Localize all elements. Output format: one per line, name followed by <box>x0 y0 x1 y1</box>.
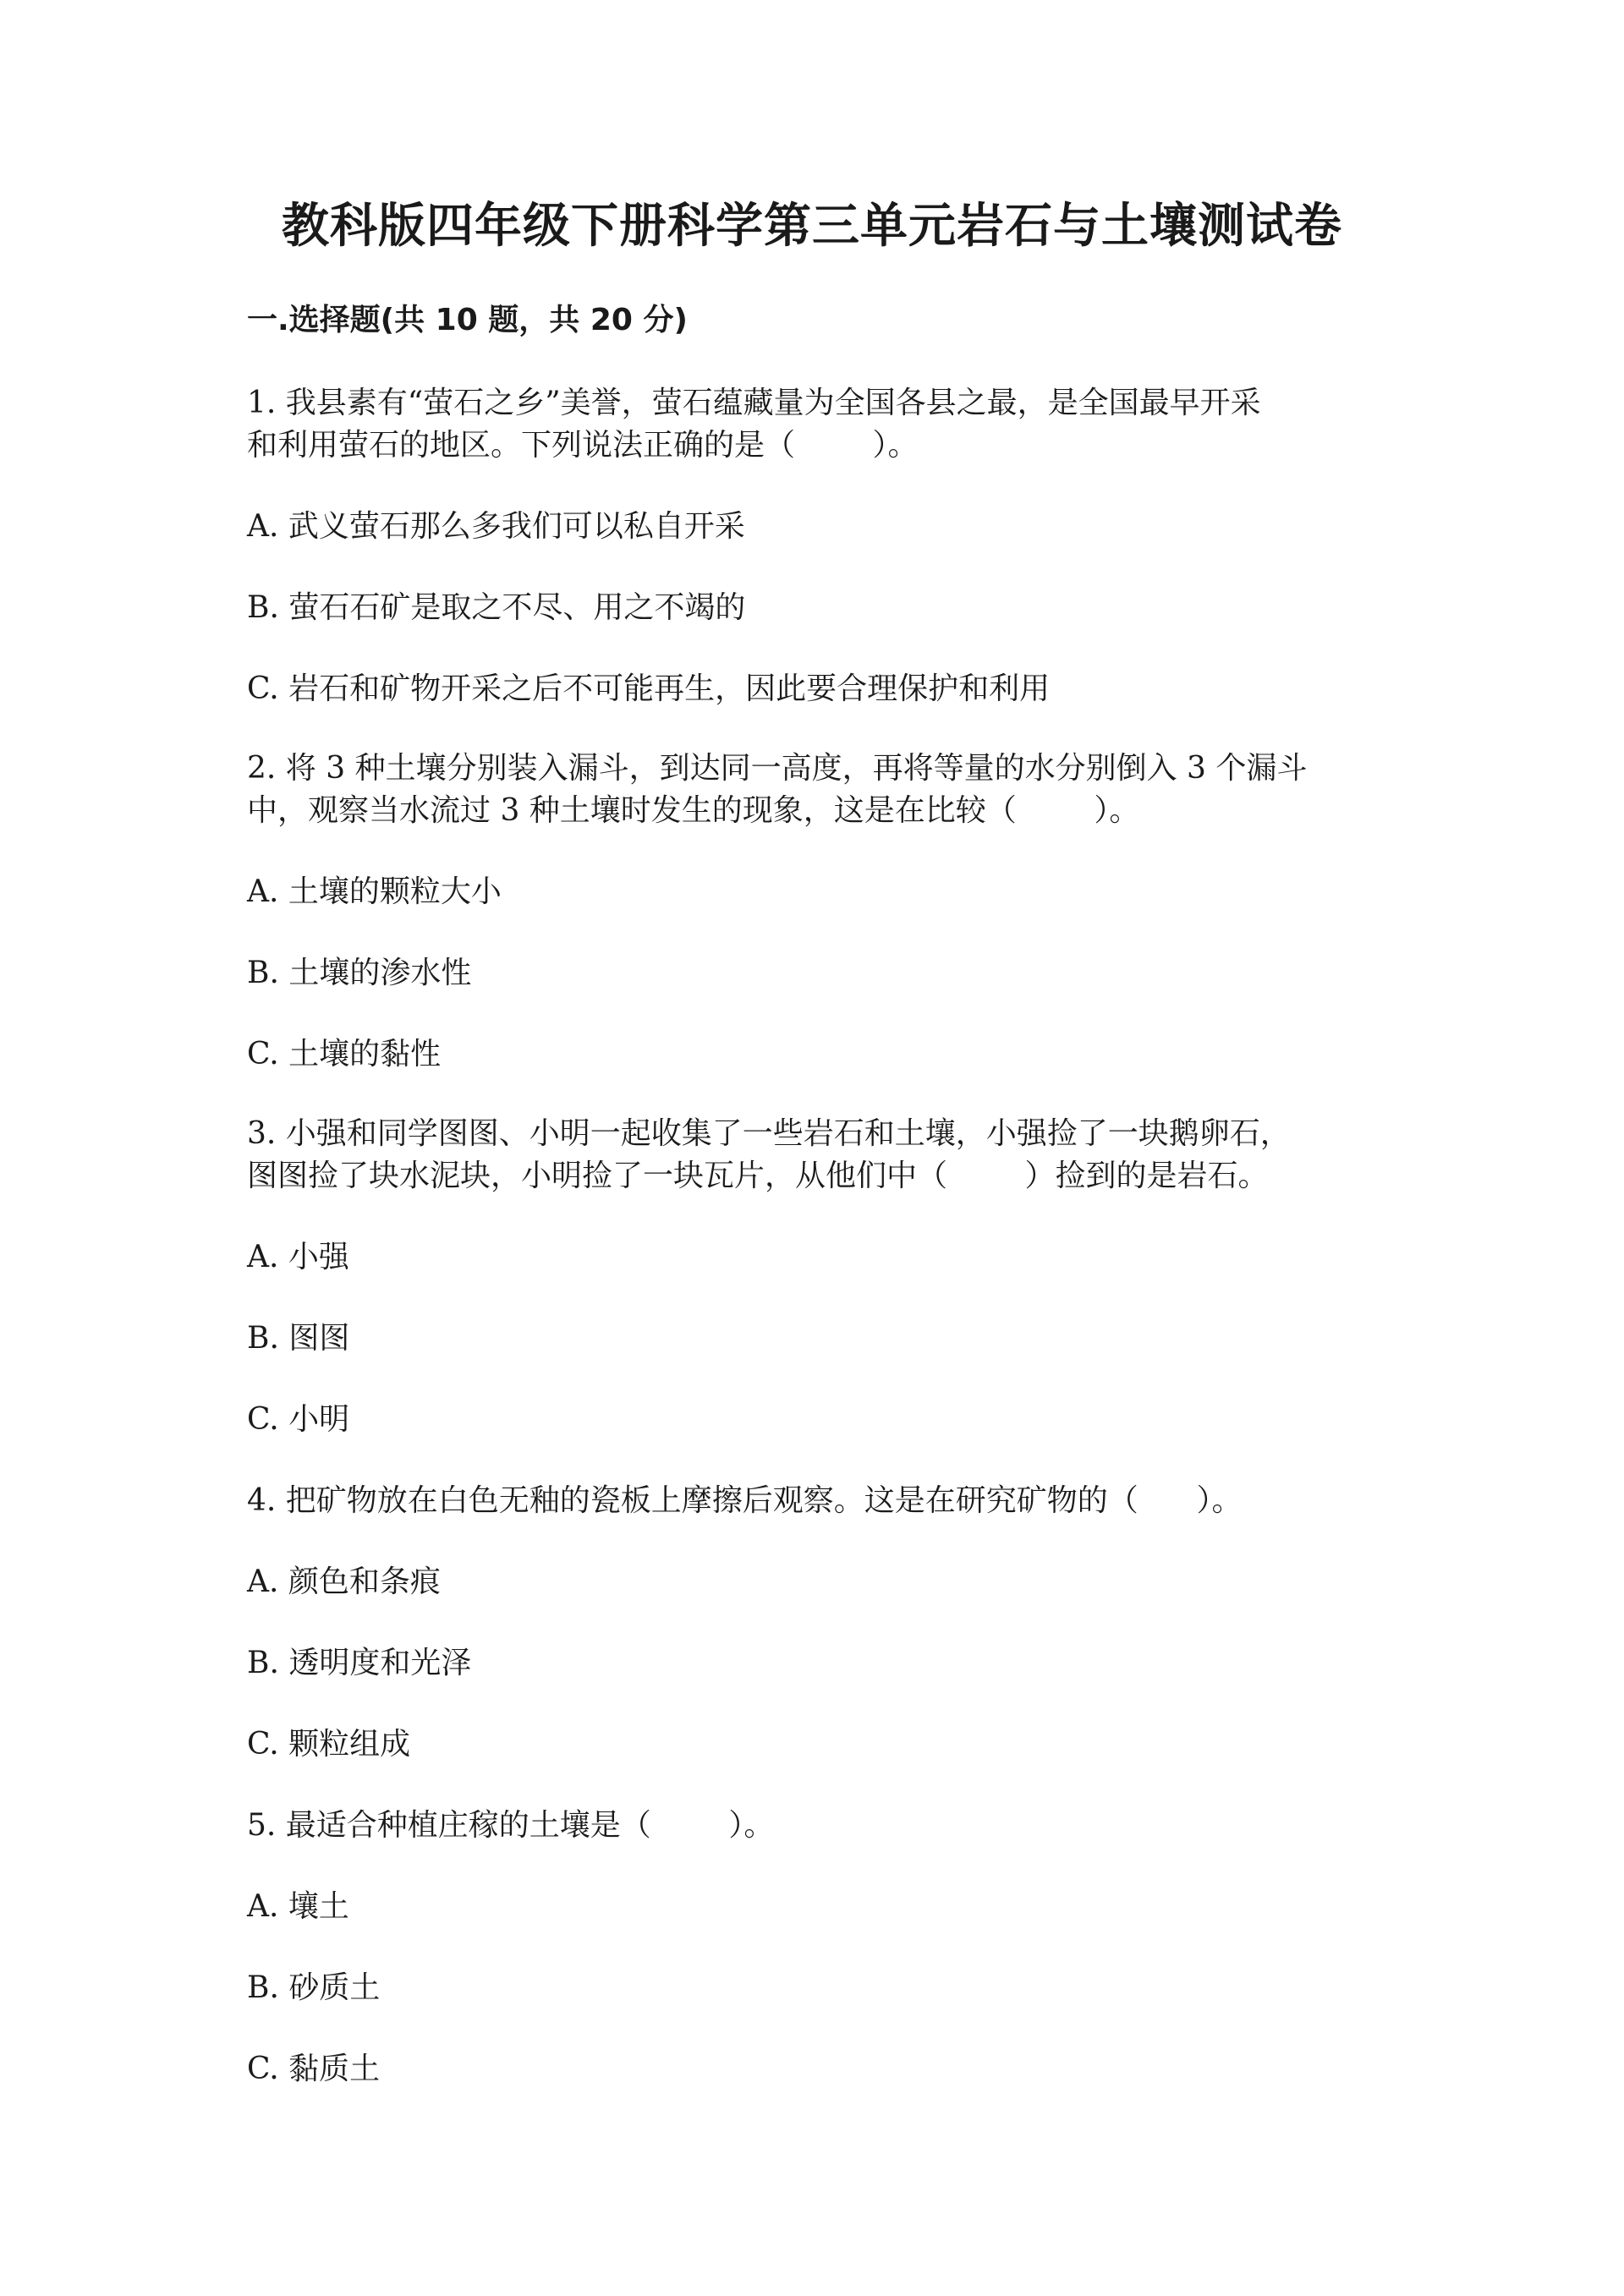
question-1-option-c: C. 岩石和矿物开采之后不可能再生，因此要合理保护和利用 <box>247 671 1051 706</box>
question-1-line2: 和利用萤石的地区。下列说法正确的是（ ）。 <box>247 428 919 463</box>
question-1 <box>247 382 1380 467</box>
question-5-line1: 5. 最适合种植庄稼的土壤是（ ）。 <box>247 1808 775 1843</box>
question-1-line1: 1. 我县素有“萤石之乡”美誉，萤石蕴藏量为全国各县之最，是全国最早开采 <box>247 386 1261 420</box>
question-3-option-b: B. 图图 <box>247 1321 350 1356</box>
page-title: 教科版四年级下册科学第三单元岩石与土壤测试卷 <box>282 199 1342 254</box>
question-5-option-a: A. 壤土 <box>247 1889 349 1924</box>
question-2-option-b: B. 土壤的渗水性 <box>247 956 472 990</box>
question-3 <box>247 1113 1380 1197</box>
question-3-line2: 图图捡了块水泥块，小明捡了一块瓦片，从他们中（ ）捡到的是岩石。 <box>247 1159 1269 1193</box>
question-1-option-b: B. 萤石石矿是取之不尽、用之不竭的 <box>247 590 746 625</box>
question-3-option-c: C. 小明 <box>247 1402 350 1437</box>
question-1-option-a: A. 武义萤石那么多我们可以私自开采 <box>247 509 745 544</box>
question-4-line1: 4. 把矿物放在白色无釉的瓷板上摩擦后观察。这是在研究矿物的（ ）。 <box>247 1483 1243 1518</box>
question-2-line1: 2. 将 3 种土壤分别装入漏斗，到达同一高度，再将等量的水分别倒入 3 个漏斗 <box>247 751 1308 786</box>
question-4-option-a: A. 颜色和条痕 <box>247 1564 441 1599</box>
question-2-option-c: C. 土壤的黏性 <box>247 1037 442 1071</box>
question-5-option-b: B. 砂质土 <box>247 1970 381 2005</box>
question-4-option-b: B. 透明度和光泽 <box>247 1646 472 1680</box>
question-5 <box>247 1805 1380 1847</box>
question-2-line2: 中，观察当水流过 3 种土壤时发生的现象，这是在比较（ ）。 <box>247 793 1140 828</box>
question-3-option-a: A. 小强 <box>247 1240 349 1274</box>
question-2-option-a: A. 土壤的颗粒大小 <box>247 874 502 909</box>
question-4-option-c: C. 颗粒组成 <box>247 1727 411 1762</box>
question-5-option-c: C. 黏质土 <box>247 2052 381 2086</box>
question-2 <box>247 748 1380 832</box>
section-heading: 一.选择题(共 10 题，共 20 分) <box>247 303 688 337</box>
question-4 <box>247 1480 1380 1522</box>
question-3-line1: 3. 小强和同学图图、小明一起收集了一些岩石和土壤，小强捡了一块鹅卵石， <box>247 1116 1291 1151</box>
